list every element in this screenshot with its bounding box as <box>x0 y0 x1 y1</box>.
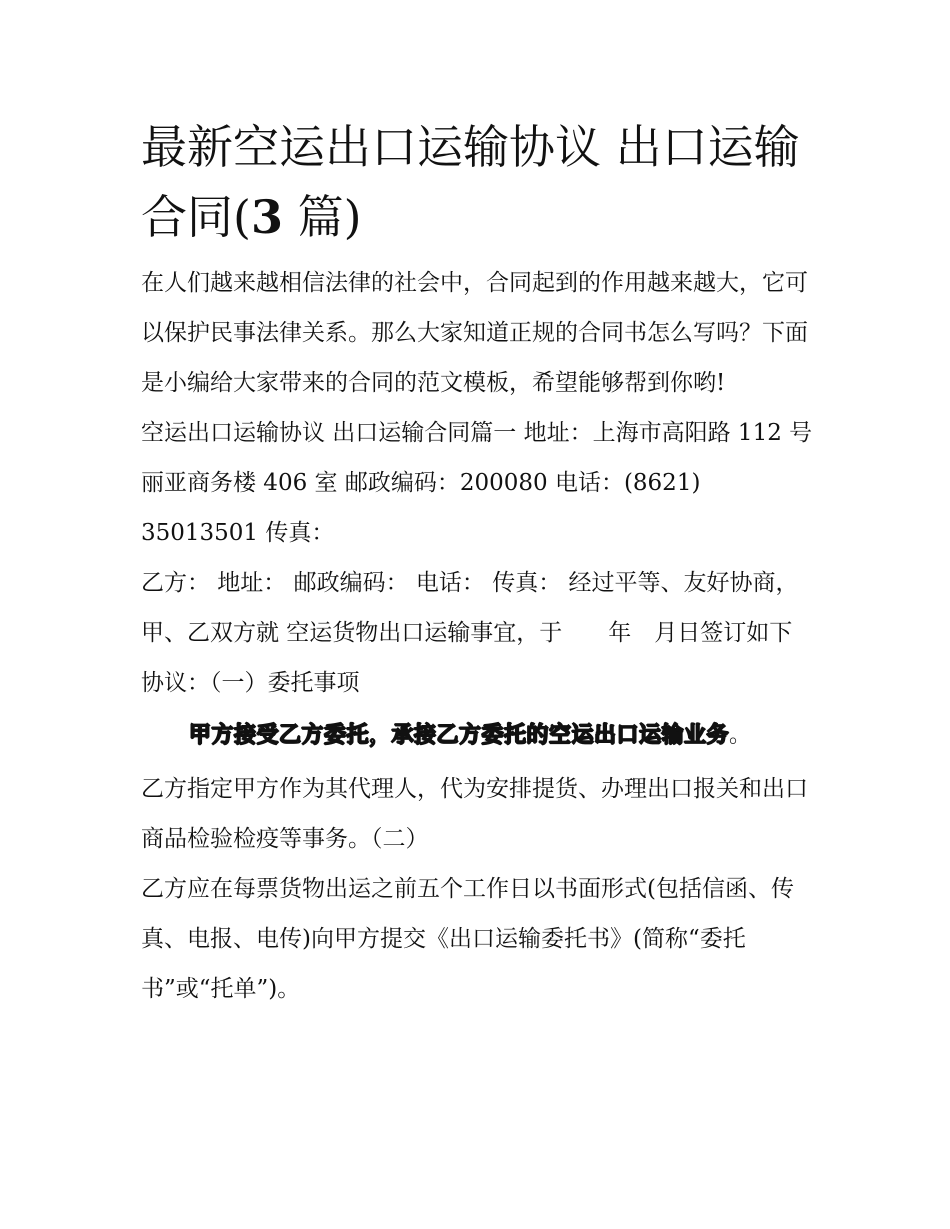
section-one-header: 空运出口运输协议 出口运输合同篇一 地址：上海市高阳路 112 号丽亚商务楼 406 室 邮政编码：200080 电话：(8621) 35013501 传真： <box>141 420 813 546</box>
document-title <box>141 112 813 252</box>
entrustment-outlined-line <box>141 708 813 764</box>
title-count: 3 <box>250 190 283 244</box>
clause-two-paragraph: 乙方应在每票货物出运之前五个工作日以书面形式(包括信函、传真、电报、电传)向甲方提交《出口运输委托书》(简称“委托书”或“托单”)。 <box>141 876 794 1002</box>
document-page <box>141 112 813 1014</box>
clause-one-paragraph: 乙方指定甲方作为其代理人，代为安排提货、办理出口报关和出口商品检验检疫等事务。（二） <box>141 776 808 852</box>
party-b-paragraph: 乙方： 地址： 邮政编码： 电话： 传真： 经过平等、友好协商，甲、乙双方就 空运货物出口运输事宜，于 年 月日签订如下协议：（一）委托事项 <box>141 570 799 696</box>
title-text-2: 篇) <box>282 190 362 244</box>
title-text-1: 最新空运出口运输协议 出口运输合同( <box>141 120 800 244</box>
outlined-period: 。 <box>729 723 752 748</box>
intro-paragraph: 在人们越来越相信法律的社会中，合同起到的作用越来越大，它可以保护民事法律关系。那么大家知道正规的合同书怎么写吗？下面是小编给大家带来的合同的范文模板，希望能够帮到你哟! <box>141 270 808 396</box>
outlined-text: 甲方接受乙方委托，承接乙方委托的空运出口运输业务 <box>189 723 730 748</box>
